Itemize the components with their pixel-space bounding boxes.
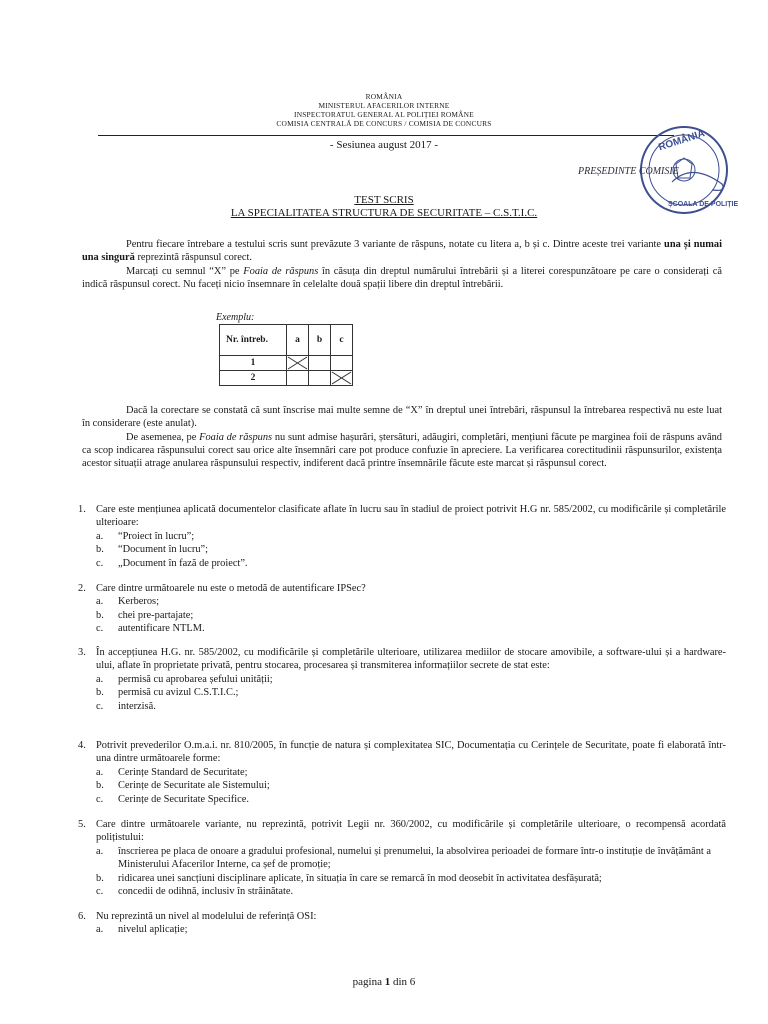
table-header-nr: Nr. întreb. <box>220 325 287 356</box>
answer-cell <box>309 356 331 371</box>
question-number: 2. <box>78 583 86 594</box>
answer-option <box>96 923 726 936</box>
seal-top-text: ROMÂNIA <box>657 128 707 154</box>
answer-option <box>96 793 726 806</box>
question-text: În accepțiunea H.G. nr. 585/2002, cu modificările și completările ulterioare, utilizarea mediilor de stocare amovibile, a software-ului și a hardware-ului, aflate în proprietate privată, pentru stocarea, procesarea și transmiterea informațiilor secrete de stat este: <box>96 647 726 672</box>
intro-text: în căsuța din dreptul numărului întrebării și a literei corespunzătoare pe care o considerați că indică răspunsul corect. Nu faceți nicio însemnare în celelalte două spații libere din dreptul întrebării. <box>82 266 722 291</box>
intro-italic-text: Foaia de răspuns <box>243 266 319 277</box>
option-letter: a. <box>96 596 104 608</box>
answer-option <box>96 872 726 885</box>
answer-option <box>96 609 726 622</box>
answer-option <box>96 673 726 686</box>
table-header-b: b <box>309 325 331 356</box>
answer-cell <box>331 356 353 371</box>
option-text: Cerințe de Securitate Specifice. <box>118 793 249 805</box>
question-text: Care dintre următoarele nu este o metodă de autentificare IPSec? <box>96 583 366 594</box>
answer-mark-cell <box>331 371 353 386</box>
option-text: ridicarea unei sancțiuni disciplinare aplicate, în situația în care se remarcă în mod deosebit în activitatea desfășurată; <box>118 872 602 884</box>
page-number: 1 <box>384 976 391 988</box>
option-letter: b. <box>96 872 104 884</box>
answer-option <box>96 779 726 792</box>
x-mark-icon <box>331 371 352 385</box>
option-text: permisă cu aprobarea șefului unității; <box>118 673 273 685</box>
question-number: 5. <box>78 819 86 830</box>
option-letter: b. <box>96 687 104 699</box>
page-footer <box>0 976 768 988</box>
session-label: - Sesiunea august 2017 - <box>329 139 439 151</box>
note-italic-text: Foaia de răspuns <box>199 432 273 443</box>
option-letter: b. <box>96 544 104 556</box>
title-line-2: LA SPECIALITATEA STRUCTURA DE SECURITATE – C.S.T.I.C. <box>230 207 538 219</box>
question-number: 3. <box>78 647 86 658</box>
option-letter: a. <box>96 530 104 542</box>
option-letter: c. <box>96 793 104 805</box>
answer-cell <box>287 371 309 386</box>
answer-cell <box>309 371 331 386</box>
option-letter: c. <box>96 886 104 898</box>
table-row-number: 2 <box>220 371 287 386</box>
option-letter: c. <box>96 700 104 712</box>
note-paragraph-1 <box>82 404 722 430</box>
intro-bold-text: una și numai una singură <box>82 239 722 264</box>
intro-paragraph-2 <box>82 265 722 291</box>
option-letter: c. <box>96 623 104 635</box>
intro-text: reprezintă răspunsul corect. <box>134 252 252 264</box>
option-letter: b. <box>96 609 104 621</box>
question-6 <box>78 910 726 937</box>
option-text: Cerințe Standard de Securitate; <box>118 766 248 778</box>
question-5 <box>78 818 726 898</box>
footer-suffix: din 6 <box>390 976 416 988</box>
answer-option <box>96 557 726 570</box>
header-line: COMISIA CENTRALĂ DE CONCURS / COMISIA DE CONCURS <box>276 119 492 128</box>
note-text: nu sunt admise hașurări, ștersături, adăugiri, completări, mențiuni făcute pe marginea foii de răspuns având ca scop indicarea răspunsului corect sau orice alte însemnări care pot produce confuzie în apreciere. La verificarea corectitudinii răspunsurilor, existența acestor situații atrage anularea răspunsului respectiv, indiferent dacă printre însemnările făcute este marcat și răspunsul corect. <box>82 432 722 470</box>
question-4 <box>78 739 726 806</box>
option-text: Kerberos; <box>118 596 159 608</box>
option-letter: a. <box>96 924 104 936</box>
question-text: Potrivit prevederilor O.m.a.i. nr. 810/2005, în funcție de natura și complexitatea SIC, Documentația cu Cerințele de Securitate, poate fi elaborată într-una dintre următoarele forme: <box>96 740 726 765</box>
option-letter: a. <box>96 673 104 685</box>
question-number: 4. <box>78 740 86 751</box>
header-line: ROMÂNIA <box>365 92 403 101</box>
example-label: Exemplu: <box>216 312 255 323</box>
header-line: INSPECTORATUL GENERAL AL POLIȚIEI ROMÂNE <box>294 110 474 119</box>
answer-option <box>96 885 726 898</box>
option-text: autentificare NTLM. <box>118 623 205 635</box>
question-1 <box>78 503 726 570</box>
intro-paragraph-1 <box>82 238 722 264</box>
answer-option <box>96 845 726 872</box>
option-letter: a. <box>96 845 104 857</box>
title-line-1: TEST SCRIS <box>354 194 414 206</box>
option-text: permisă cu avizul C.S.T.I.C.; <box>118 687 239 699</box>
option-text: înscrierea pe placa de onoare a gradului profesional, numelui și prenumelui, la absolvirea perioadei de formare într-o instituție de învățământ a Ministerului Afacerilor Interne, ca șef de promoție; <box>118 845 711 871</box>
table-row-number: 1 <box>220 356 287 371</box>
example-table <box>219 324 353 386</box>
question-text: Care dintre următoarele variante, nu reprezintă, potrivit Legii nr. 360/2002, cu modificările și completările ulterioare, o recompensă acordată polițistului: <box>96 819 726 844</box>
question-text: Nu reprezintă un nivel al modelului de referință OSI: <box>96 911 317 922</box>
intro-text: Marcați cu semnul “X” pe <box>126 266 244 277</box>
option-letter: c. <box>96 557 104 569</box>
footer-prefix: pagina <box>352 976 385 988</box>
answer-mark-cell <box>287 356 309 371</box>
question-text: Care este mențiunea aplicată documentelor clasificate aflate în lucru sau în stadiul de proiect potrivit H.G nr. 585/2002, cu modificările și completările ulterioare: <box>96 504 726 529</box>
intro-text: Pentru fiecare întrebare a testului scris sunt prevăzute 3 variante de răspuns, notate cu litera a, b și c. Dintre aceste trei variante <box>126 239 665 250</box>
option-text: “Document în lucru”; <box>118 544 209 556</box>
option-letter: b. <box>96 780 104 792</box>
option-text: “Proiect în lucru”; <box>118 530 195 542</box>
answer-option <box>96 686 726 699</box>
answer-option <box>96 622 726 635</box>
table-header-a: a <box>287 325 309 356</box>
x-mark-icon <box>287 356 308 370</box>
table-header-c: c <box>331 325 353 356</box>
answer-option <box>96 530 726 543</box>
question-2 <box>78 582 726 636</box>
question-number: 1. <box>78 504 86 515</box>
header-line: MINISTERUL AFACERILOR INTERNE <box>318 101 450 110</box>
option-text: Cerințe de Securitate ale Sistemului; <box>118 780 270 792</box>
option-text: „Document în fază de proiect”. <box>118 557 248 569</box>
note-text: Dacă la corectare se constată că sunt înscrise mai multe semne de “X” în dreptul unei întrebări, răspunsul la întrebarea respectivă nu este luat în considerare (este anulat). <box>82 405 722 430</box>
seal-bottom-text: ȘCOALA DE POLIȚIE <box>668 201 739 208</box>
option-text: chei pre-partajate; <box>118 609 194 621</box>
president-label: PREȘEDINTE COMISIE <box>578 166 679 177</box>
option-letter: a. <box>96 766 104 778</box>
answer-option <box>96 700 726 713</box>
option-text: concedii de odihnă, inclusiv în străinătate. <box>118 886 294 898</box>
test-title <box>0 194 768 220</box>
option-text: interzisă. <box>118 700 156 712</box>
note-paragraph-2 <box>82 431 722 471</box>
answer-option <box>96 595 726 608</box>
question-number: 6. <box>78 911 86 922</box>
option-text: nivelul aplicație; <box>118 924 188 936</box>
note-text: De asemenea, pe <box>126 432 200 443</box>
question-3 <box>78 646 726 713</box>
answer-option <box>96 543 726 556</box>
answer-option <box>96 766 726 779</box>
